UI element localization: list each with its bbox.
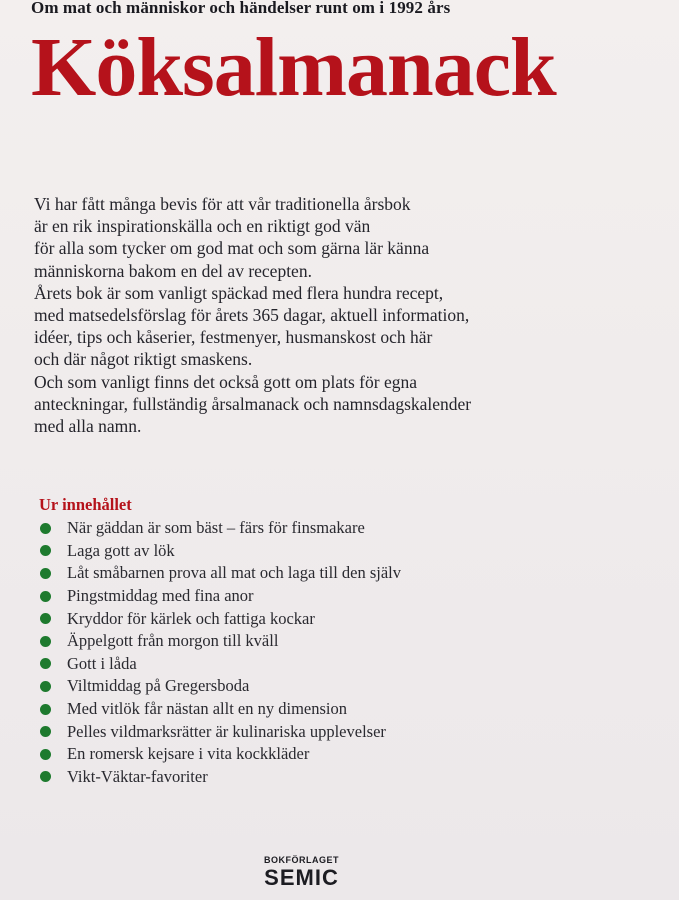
intro-line: Årets bok är som vanligt späckad med flera hundra recept, (34, 282, 444, 303)
green-dot-bullet-icon (40, 613, 51, 624)
intro-line: idéer, tips och kåserier, festmenyer, husmanskost och här (34, 327, 433, 348)
contents-item-label: När gäddan är som bäst – färs för finsmakare (67, 518, 365, 538)
contents-item-label: Kryddor för kärlek och fattiga kockar (67, 608, 315, 628)
contents-heading: Ur innehållet (39, 495, 132, 514)
green-dot-bullet-icon (40, 523, 51, 534)
contents-list (40, 517, 401, 788)
contents-item-label: Laga gott av lök (67, 540, 175, 560)
contents-item (40, 585, 401, 608)
green-dot-bullet-icon (40, 591, 51, 602)
green-dot-bullet-icon (40, 681, 51, 692)
green-dot-bullet-icon (40, 749, 51, 760)
publisher-name: SEMIC (264, 865, 339, 890)
green-dot-bullet-icon (40, 545, 51, 556)
green-dot-bullet-icon (40, 726, 51, 737)
intro-line: och där något riktigt smaskens. (34, 349, 253, 370)
green-dot-bullet-icon (40, 704, 51, 715)
intro-line: med alla namn. (34, 416, 142, 437)
intro-line: människorna bakom en del av recepten. (34, 260, 312, 281)
contents-item (40, 562, 401, 585)
contents-item (40, 743, 401, 766)
publisher-logo (264, 855, 339, 890)
contents-item-label: Viltmiddag på Gregersboda (67, 676, 250, 696)
green-dot-bullet-icon (40, 568, 51, 579)
green-dot-bullet-icon (40, 771, 51, 782)
contents-item (40, 630, 401, 653)
contents-item (40, 517, 401, 540)
book-title: Köksalmanack (31, 21, 556, 114)
intro-line: anteckningar, fullständig årsalmanack och namnsdagskalender (34, 393, 472, 414)
contents-item-label: En romersk kejsare i vita kockkläder (67, 744, 310, 764)
contents-item (40, 607, 401, 630)
contents-item-label: Med vitlök får nästan allt en ny dimension (67, 699, 347, 719)
contents-item (40, 540, 401, 563)
contents-item (40, 698, 401, 721)
intro-line: med matsedelsförslag för årets 365 dagar, aktuell information, (34, 305, 470, 326)
contents-item (40, 653, 401, 676)
contents-item (40, 675, 401, 698)
contents-item-label: Pelles vildmarksrätter är kulinariska upplevelser (67, 721, 386, 741)
contents-item (40, 720, 401, 743)
green-dot-bullet-icon (40, 658, 51, 669)
intro-line: Och som vanligt finns det också gott om plats för egna (34, 371, 417, 392)
intro-line: är en rik inspirationskälla och en riktigt god vän (34, 216, 371, 237)
intro-line: för alla som tycker om god mat och som gärna lär känna (34, 238, 430, 259)
green-dot-bullet-icon (40, 636, 51, 647)
contents-item (40, 766, 401, 789)
intro-line: Vi har fått många bevis för att vår traditionella årsbok (34, 194, 411, 214)
contents-item-label: Äppelgott från morgon till kväll (67, 631, 279, 651)
contents-item-label: Gott i låda (67, 653, 137, 673)
intro-text (34, 193, 634, 437)
contents-item-label: Låt småbarnen prova all mat och laga till den själv (67, 563, 402, 583)
contents-item-label: Pingstmiddag med fina anor (67, 586, 254, 606)
tagline: Om mat och människor och händelser runt om i 1992 års (31, 0, 451, 17)
publisher-label: BOKFÖRLAGET (264, 855, 339, 865)
contents-item-label: Vikt-Väktar-favoriter (67, 766, 208, 786)
